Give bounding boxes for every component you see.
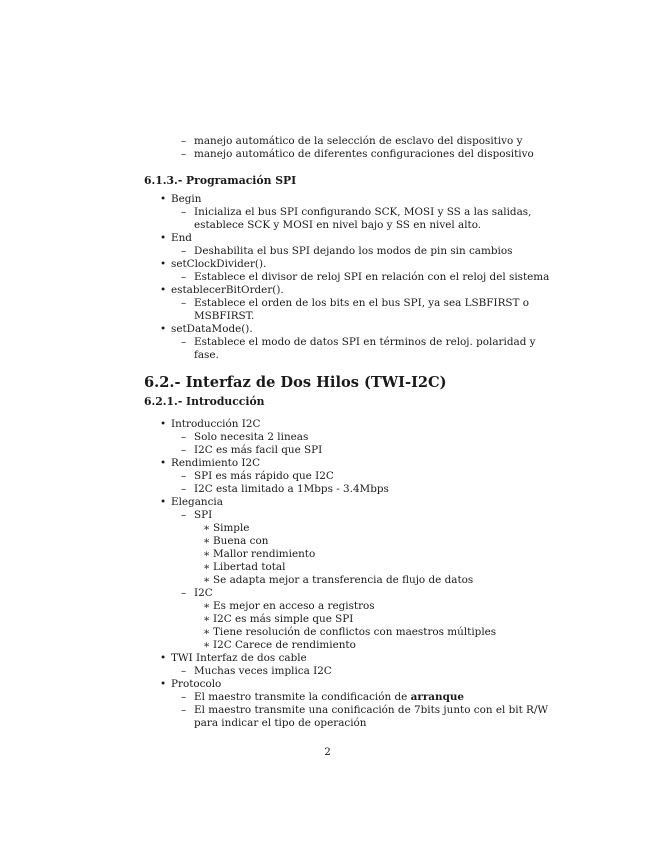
list-item-detail: para indicar el tipo de operación bbox=[194, 717, 367, 729]
list-item-detail: establece SCK y MOSI en nivel bajo y SS en nivel alto. bbox=[194, 219, 482, 231]
bullet-marker: • bbox=[160, 678, 167, 690]
list-subpoint: Mallor rendimiento bbox=[213, 548, 316, 560]
list-item-detail: MSBFIRST. bbox=[194, 310, 255, 322]
dash-marker: – bbox=[181, 483, 187, 495]
dash-marker: – bbox=[181, 509, 187, 521]
list-item: setDataMode(). bbox=[171, 323, 253, 335]
list-item-detail: Deshabilita el bus SPI dejando los modos de pin sin cambios bbox=[194, 245, 513, 257]
list-item-detail: I2C esta limitado a 1Mbps - 3.4Mbps bbox=[194, 483, 389, 495]
dash-marker: – bbox=[181, 135, 187, 147]
bullet-marker: • bbox=[160, 418, 167, 430]
list-item: Protocolo bbox=[171, 678, 222, 690]
section-heading-twi: 6.2.- Interfaz de Dos Hilos (TWI-I2C) bbox=[144, 374, 447, 391]
list-item-detail: El maestro transmite una conificación de 7bits junto con el bit R/W bbox=[194, 704, 549, 716]
dash-marker: – bbox=[181, 148, 187, 160]
dash-marker: – bbox=[181, 665, 187, 677]
list-subpoint: Se adapta mejor a transferencia de flujo de datos bbox=[213, 574, 474, 586]
star-marker: ∗ bbox=[203, 522, 211, 534]
star-marker: ∗ bbox=[203, 561, 211, 573]
intro-item: manejo automático de la selección de esclavo del dispositivo y bbox=[194, 135, 523, 147]
list-item-detail: Solo necesita 2 lineas bbox=[194, 431, 309, 443]
list-subpoint: Simple bbox=[213, 522, 250, 534]
dash-marker: – bbox=[181, 297, 187, 309]
list-item-detail bbox=[194, 691, 464, 704]
list-subpoint: Libertad total bbox=[213, 561, 286, 573]
list-item: End bbox=[171, 232, 192, 244]
list-item: Elegancia bbox=[171, 496, 223, 508]
star-marker: ∗ bbox=[203, 600, 211, 612]
bullet-marker: • bbox=[160, 323, 167, 335]
dash-marker: – bbox=[181, 704, 187, 716]
list-item: Rendimiento I2C bbox=[171, 457, 261, 469]
dash-marker: – bbox=[181, 587, 187, 599]
star-marker: ∗ bbox=[203, 548, 211, 560]
dash-marker: – bbox=[181, 431, 187, 443]
bullet-marker: • bbox=[160, 284, 167, 296]
bullet-marker: • bbox=[160, 457, 167, 469]
dash-marker: – bbox=[181, 206, 187, 218]
list-item: setClockDivider(). bbox=[171, 258, 267, 270]
list-item-detail: I2C bbox=[194, 587, 213, 599]
list-subpoint: I2C Carece de rendimiento bbox=[213, 639, 356, 651]
page-number: 2 bbox=[324, 746, 331, 758]
star-marker: ∗ bbox=[203, 535, 211, 547]
list-subpoint: Es mejor en acceso a registros bbox=[213, 600, 375, 612]
list-subpoint: Tiene resolución de conflictos con maestros múltiples bbox=[213, 626, 497, 638]
list-subpoint: Buena con bbox=[213, 535, 269, 547]
list-item: Begin bbox=[171, 193, 202, 205]
list-item-detail: Establece el orden de los bits en el bus SPI, ya sea LSBFIRST o bbox=[194, 297, 530, 309]
bullet-marker: • bbox=[160, 232, 167, 244]
bullet-marker: • bbox=[160, 652, 167, 664]
bullet-marker: • bbox=[160, 258, 167, 270]
bullet-marker: • bbox=[160, 496, 167, 508]
list-item: Introducción I2C bbox=[171, 418, 261, 430]
list-item-detail: SPI es más rápido que I2C bbox=[194, 470, 334, 482]
protocol-text: El maestro transmite la condificación de bbox=[194, 691, 411, 703]
section-heading-spi: 6.1.3.- Programación SPI bbox=[144, 174, 297, 187]
list-item: TWI Interfaz de dos cable bbox=[171, 652, 307, 664]
dash-marker: – bbox=[181, 336, 187, 348]
star-marker: ∗ bbox=[203, 574, 211, 586]
list-item: establecerBitOrder(). bbox=[171, 284, 284, 296]
list-item-detail: SPI bbox=[194, 509, 213, 521]
dash-marker: – bbox=[181, 691, 187, 703]
dash-marker: – bbox=[181, 470, 187, 482]
dash-marker: – bbox=[181, 245, 187, 257]
intro-item: manejo automático de diferentes configuraciones del dispositivo bbox=[194, 148, 534, 160]
list-item-detail: Inicializa el bus SPI configurando SCK, MOSI y SS a las salidas, bbox=[194, 206, 532, 218]
star-marker: ∗ bbox=[203, 613, 211, 625]
dash-marker: – bbox=[181, 444, 187, 456]
star-marker: ∗ bbox=[203, 626, 211, 638]
bullet-marker: • bbox=[160, 193, 167, 205]
list-item-detail: fase. bbox=[194, 349, 219, 361]
protocol-bold-term: arranque bbox=[410, 691, 465, 703]
star-marker: ∗ bbox=[203, 639, 211, 651]
list-item-detail: Establece el modo de datos SPI en términos de reloj. polaridad y bbox=[194, 336, 536, 348]
list-item-detail: Establece el divisor de reloj SPI en relación con el reloj del sistema bbox=[194, 271, 550, 283]
list-subpoint: I2C es más simple que SPI bbox=[213, 613, 354, 625]
list-item-detail: I2C es más facil que SPI bbox=[194, 444, 323, 456]
list-item-detail: Muchas veces implica I2C bbox=[194, 665, 332, 677]
subsection-heading-intro: 6.2.1.- Introducción bbox=[144, 395, 265, 408]
dash-marker: – bbox=[181, 271, 187, 283]
